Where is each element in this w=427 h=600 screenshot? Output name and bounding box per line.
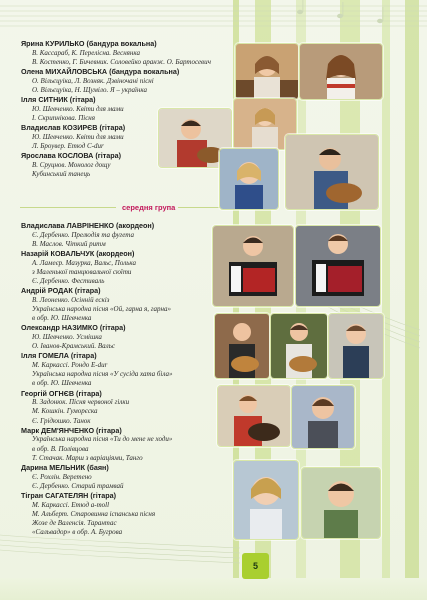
performer-photo	[270, 313, 328, 379]
performer-name: Владислав КОЗИРЄВ (гітара)	[21, 123, 126, 132]
piece-title: Ю. Шевченко. Квіти для мами	[32, 132, 124, 141]
program-entry	[21, 426, 236, 463]
performer-name: Тігран САГАТЕЛЯН (гітара)	[21, 491, 117, 501]
performer-photo	[285, 134, 379, 210]
piece-title: В. Костенко, Г. Бичевник. Соловейко аранж. О. Бартосевич	[32, 57, 211, 66]
program-entry	[21, 39, 236, 67]
piece-title: в обр. Ю. Шевченка	[32, 314, 92, 323]
performer-photo	[328, 313, 384, 379]
piece-title: Кубинський танець	[32, 169, 91, 178]
piece-title: Є. Рохлін. Веретено	[32, 472, 92, 481]
piece-title: М. Кошкін. Гуморєска	[32, 407, 98, 416]
performer-photo	[295, 225, 381, 307]
piece-title: І. Скрипнікова. Пісня	[32, 113, 96, 122]
performer-name: Георгій ОГНЄВ (гітара)	[21, 388, 102, 398]
performer-name: Ілля СИТНИК (гітара)	[21, 95, 96, 104]
program-entry	[21, 67, 236, 95]
piece-title: Т. Стачак. Марш з варіаціями, Танго	[32, 453, 143, 462]
piece-title: Є. Дербенко. Фестиваль	[32, 277, 105, 285]
piece-title: О. Вільєцуіка, Л. Возняк. Дзвіночані пісні	[32, 76, 154, 85]
performer-photo	[217, 385, 291, 447]
program-entry	[21, 491, 236, 537]
performer-photo	[299, 43, 383, 100]
performer-photo	[233, 460, 299, 540]
program-entry	[21, 389, 236, 426]
piece-title: в обр. Ю. Шевченка	[32, 379, 92, 388]
piece-title: Є. Грідюшко. Танок	[32, 416, 91, 425]
piece-title: Жозе де Валенсія. Тарантас	[32, 519, 117, 528]
section-title: середня група	[122, 203, 176, 212]
piece-title: Є. Дербенко. Старий трамвай	[32, 481, 124, 490]
piece-title: М. Альберт. Старовинна іспанська пісня	[32, 509, 156, 518]
piece-title: Л. Броувер. Етюд C-dur	[32, 141, 104, 150]
piece-title: Є. Дербенко. Прелюдія та фугета	[32, 230, 134, 239]
piece-title: А. Ламеєр. Мазурка, Вальс, Полька	[32, 258, 137, 267]
performer-name: Ярослава КОСЛОВА (гітара)	[21, 151, 122, 160]
piece-title: М. Каркассі. Рондо E-dur	[32, 361, 108, 369]
performer-name: Марк ДЕМ'ЯНЧЕНКО (гітара)	[21, 425, 122, 435]
performer-photo	[301, 467, 381, 539]
performer-name: Назарій КОВАЛЬЧУК (акордеон)	[21, 249, 135, 258]
piece-title: Ю. Шевченко. Квіти для мами	[32, 104, 124, 113]
performer-name: Олена МИХАЙЛОВСЬКА (бандура вокальна)	[21, 67, 180, 76]
piece-title: О. Вільєцуіка, Н. Щуміло. Я – українка	[32, 85, 147, 94]
piece-title: Українська народна пісня «Ти до мене не ходи»	[32, 435, 173, 444]
performer-name: Дарина МЕЛЬНИК (баян)	[21, 463, 109, 473]
piece-title: Українська народна пісня «У сусіда хата біла»	[32, 370, 173, 379]
piece-title: Ю. Шевченко. Усмішка	[32, 333, 102, 341]
performer-photo	[214, 313, 270, 379]
piece-title: В. Маслов. Чіткий ритм	[32, 239, 106, 248]
piece-title: «Сальвадор» в обр. А. Бугрова	[32, 528, 123, 537]
program-entry	[21, 351, 236, 388]
piece-title: В. Кассараб, К. Перелісна. Веснянка	[32, 48, 140, 57]
piece-title: з Маленької танцювальної сюїти	[32, 267, 132, 276]
performer-photo	[291, 385, 355, 449]
piece-title: М. Каркассі. Етюд a-moll	[32, 500, 110, 509]
middle-program-list	[21, 221, 236, 537]
performer-name: Ярина КУРИЛЬКО (бандура вокальна)	[21, 39, 157, 48]
piece-title: Українська народна пісня «Ой, гарна я, гарна»	[32, 305, 172, 313]
performer-name: Олександр НАЗИМКО (гітара)	[21, 323, 126, 333]
piece-title: В. Сруцнов. Монолог дощу	[32, 160, 111, 169]
performer-photo	[212, 225, 294, 307]
program-entry	[21, 463, 236, 491]
page-number: 5	[242, 553, 269, 579]
performer-photo	[235, 43, 299, 100]
piece-title: О. Іванов-Крамський. Вальс	[32, 342, 116, 351]
performer-photo	[219, 148, 279, 210]
performer-name: Ілля ГОМЕЛА (гітара)	[21, 351, 97, 361]
program-entry	[21, 323, 236, 351]
program-entry	[21, 286, 236, 323]
bottom-band	[0, 578, 427, 600]
piece-title: В. Задонюк. Пісня червоної гілки	[32, 398, 130, 407]
piece-title: В. Леоненко. Осінній ескіз	[32, 295, 110, 304]
program-entry	[21, 221, 236, 249]
program-entry	[21, 249, 236, 286]
piece-title: в обр. В. Полівцова	[32, 444, 89, 453]
divider	[20, 207, 116, 208]
performer-name: Владислава ЛАВРІНЕНКО (акордеон)	[21, 221, 155, 230]
performer-name: Андрій РОДАК (гітара)	[21, 286, 101, 296]
